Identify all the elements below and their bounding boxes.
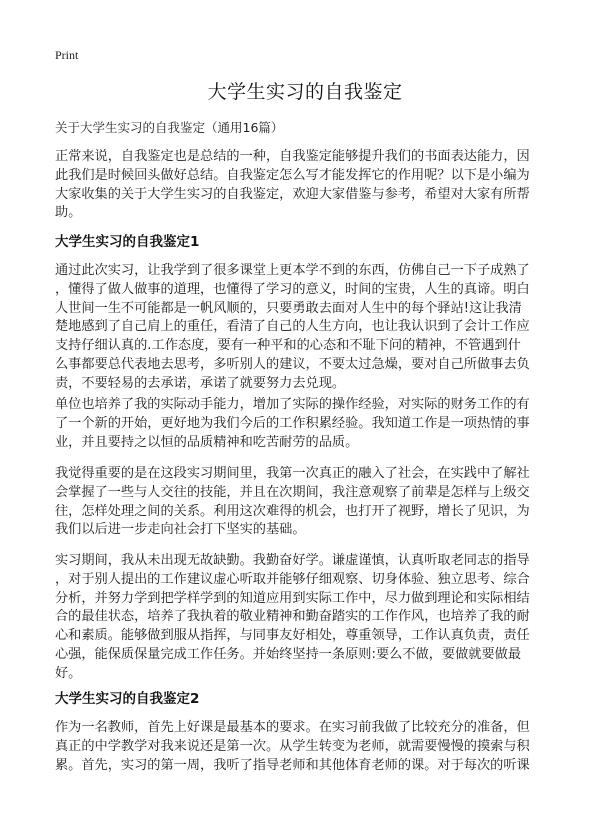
section-1 xyxy=(55,232,555,252)
section-1-paragraph-4 xyxy=(55,552,555,684)
text-line: 单位也培养了我的实际动手能力，增加了实际的操作经验，对实际的财务工作的有 xyxy=(55,397,530,412)
text-line: 好。 xyxy=(55,665,82,681)
text-line: 我觉得重要的是在这段实习期间里，我第一次真正的融入了社会，在实践中了解社 xyxy=(55,466,530,481)
text-line: 业，并且要持之以恒的品质精神和吃苦耐劳的品质。 xyxy=(55,434,359,450)
text-line: 责，不要轻易的去承诺，承诺了就要努力去兑现。 xyxy=(55,375,346,391)
text-line: 大家收集的关于大学生实习的自我鉴定，欢迎大家借鉴与参考，希望对大家有所帮 xyxy=(55,186,530,202)
text-line: 合的最佳状态，培养了我执着的敬业精神和勤奋踏实的工作作风，也培养了我的耐 xyxy=(55,609,530,625)
text-line: 心强，能保质保量完成工作任务。并始终坚持一条原则:要么不做，要做就要做最 xyxy=(55,646,522,662)
section-1-paragraph-3 xyxy=(55,465,555,540)
section-heading: 大学生实习的自我鉴定1 xyxy=(55,234,200,250)
text-line: 真正的中学教学对我来说还是第一次。从学生转变为老师，就需要慢慢的摸索与积 xyxy=(55,738,530,754)
document-subtitle: 关于大学生实习的自我鉴定（通用16篇） xyxy=(55,120,284,135)
text-line: ，懂得了做人做事的道理，也懂得了学习的意义，时间的宝贵，人生的真谛。明白 xyxy=(55,281,530,297)
text-line: 心和素质。能够做到服从指挥，与同事友好相处，尊重领导，工作认真负责，责任 xyxy=(55,628,530,644)
text-line: 么事都要总代表地去思考，多听别人的建议，不要太过急燥，要对自己所做事去负 xyxy=(55,356,530,372)
text-line: 支持仔细认真的.工作态度，要有一种平和的心态和不耻下问的精神，不管遇到什 xyxy=(55,338,521,354)
document-title: 大学生实习的自我鉴定 xyxy=(207,81,403,103)
text-line: 正常来说，自我鉴定也是总结的一种，自我鉴定能够提升我们的书面表达能力，因 xyxy=(55,149,530,164)
text-line: 了一个新的开始，更好地为我们今后的工作积累经验。我知道工作是一项热情的事 xyxy=(55,415,530,431)
text-line: 楚地感到了自己肩上的重任，看清了自己的人生方向，也让我认识到了会计工作应 xyxy=(55,319,530,335)
section-2 xyxy=(55,689,555,709)
text-line: 此我们是时候回头做好总结。自我鉴定怎么写才能发挥它的作用呢？以下是小编为 xyxy=(55,167,530,183)
text-line: ，对于别人提出的工作建议虚心听取并能够仔细观察、切身体验、独立思考、综合 xyxy=(55,571,530,587)
text-line: 助。 xyxy=(55,205,82,221)
text-line: 累。首先，实习的第一周，我听了指导老师和其他体育老师的课。对于每次的听课 xyxy=(55,757,530,773)
text-line: 往，怎样处理之间的关系。利用这次难得的机会，也打开了视野，增长了见识，为 xyxy=(55,503,530,519)
section-1-paragraph-1 xyxy=(55,262,555,394)
text-line: 会掌握了一些与人交往的技能，并且在次期间，我注意观察了前辈是怎样与上级交 xyxy=(55,484,530,500)
section-heading: 大学生实习的自我鉴定2 xyxy=(55,691,200,707)
text-line: 人世间一生不可能都是一帆风顺的，只要勇敢去面对人生中的每个驿站!这让我清 xyxy=(55,300,522,316)
text-line: 分析，并努力学到把学样学到的知道应用到实际工作中，尽力做到理论和实际相结 xyxy=(55,590,530,606)
print-link[interactable]: Print xyxy=(55,48,79,62)
section-1-paragraph-2 xyxy=(55,396,555,452)
section-2-paragraph-1 xyxy=(55,719,555,775)
text-line: 通过此次实习，让我学到了很多课堂上更本学不到的东西，仿佛自己一下子成熟了 xyxy=(55,263,530,278)
intro-paragraph xyxy=(55,148,555,223)
text-line: 实习期间，我从未出现无故缺勤。我勤奋好学。谦虚谨慎，认真听取老同志的指导 xyxy=(55,553,530,568)
text-line: 作为一名教师，首先上好课是最基本的要求。在实习前我做了比较充分的准备，但 xyxy=(55,720,530,735)
text-line: 我们以后进一步走向社会打下坚实的基础。 xyxy=(55,522,306,538)
